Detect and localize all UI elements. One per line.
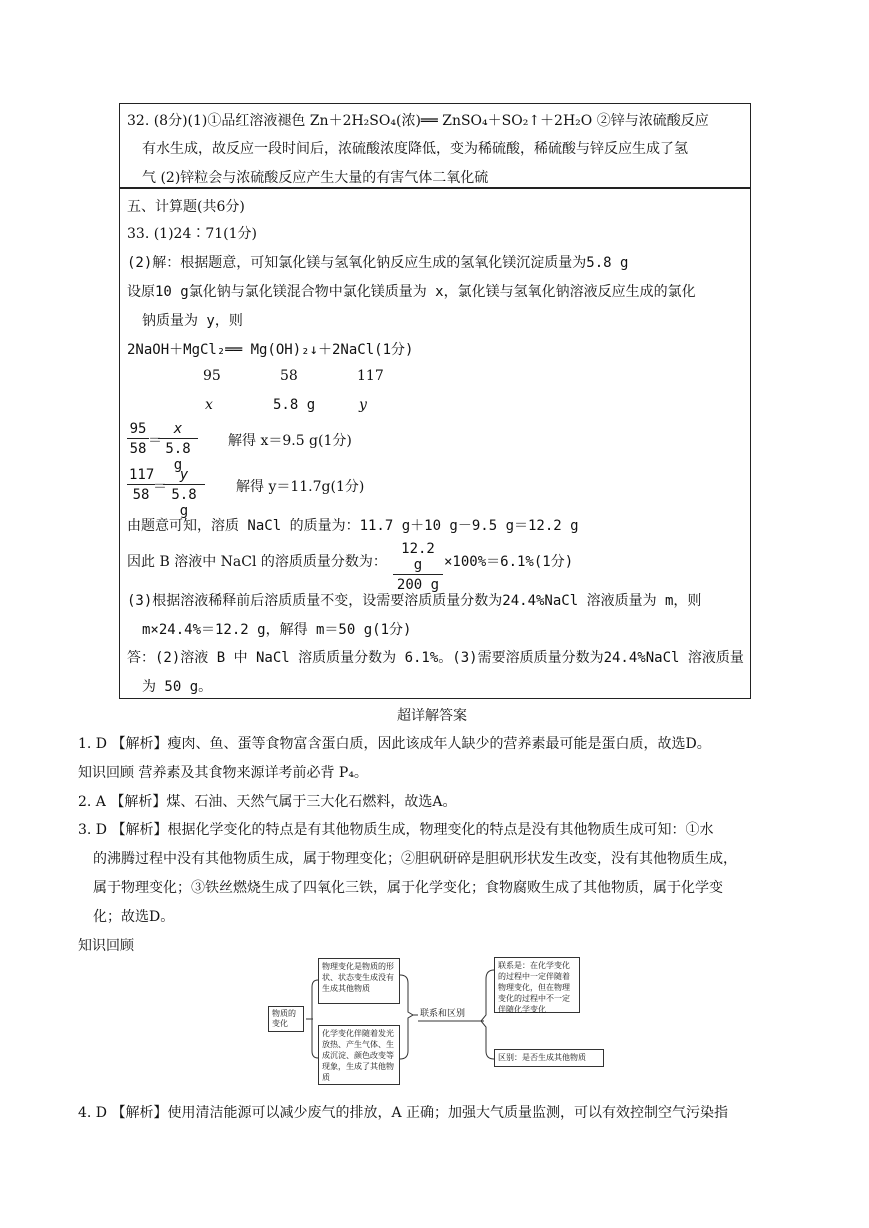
q32-line3: 气 (2)锌粒会与浓硫酸反应产生大量的有害气体二氧化硫	[142, 170, 489, 186]
answers-heading: 超详解答案	[397, 708, 467, 724]
molar-mass-nacl: 117	[357, 368, 384, 384]
q33-setup-line1: 设原10 g氯化钠与氯化镁混合物中氯化镁质量为 x，氯化镁与氢氧化钠溶液反应生成的氯化	[127, 284, 696, 300]
diagram-link-box: 联系是：在化学变化的过程中一定伴随着物理变化，但在物理变化的过程中不一定伴随化学变化	[494, 957, 580, 1013]
known-mass: 5.8 g	[273, 397, 316, 413]
q32-line2: 有水生成，故反应一段时间后，浓硫酸浓度降低，变为稀硫酸，稀硫酸与锌反应生成了氢	[142, 141, 688, 157]
mass-fraction-label: 因此 B 溶液中 NaCl 的溶质质量分数为：	[127, 554, 387, 570]
fraction-1-right-den: 5.8 g	[165, 441, 191, 473]
answer-3-line3: 属于物理变化；③铁丝燃烧生成了四氧化三铁，属于化学变化；食物腐败生成了其他物质，属于化学变	[93, 880, 723, 896]
chemical-equation: 2NaOH＋MgCl₂══ Mg(OH)₂↓＋2NaCl(1分)	[127, 342, 414, 358]
concept-diagram	[268, 955, 613, 1090]
molar-mass-mgoh2: 58	[280, 368, 298, 384]
fraction-1-right-num: x	[158, 421, 198, 439]
diagram-difference-box: 区别：是否生成其他物质	[494, 1049, 604, 1067]
molar-mass-naoh: 95	[203, 368, 221, 384]
var-y: y	[359, 397, 367, 413]
fraction-2-right-num: y	[163, 467, 205, 485]
answer-1-review: 知识回顾 营养素及其食物来源详考前必背 P₄。	[78, 765, 368, 781]
solution-y: 解得 y＝11.7g(1分)	[236, 479, 365, 495]
dilution-line1: (3)根据溶液稀释前后溶质质量不变，设需要溶质质量分数为24.4%NaCl 溶液质量为 m，则	[127, 593, 702, 609]
fraction-1-equals: ＝	[148, 433, 162, 449]
fraction-2-left-den: 58	[132, 487, 150, 503]
fraction-2-left-num: 117	[129, 467, 155, 483]
solution-x: 解得 x＝9.5 g(1分)	[228, 433, 352, 449]
mass-fraction	[393, 541, 443, 593]
mass-fraction-result: ×100%＝6.1%(1分)	[444, 554, 574, 570]
fraction-1-left-den: 58	[129, 441, 147, 457]
fraction-2-equals: ＝	[153, 479, 167, 495]
dilution-line2: m×24.4%＝12.2 g，解得 m＝50 g(1分)	[142, 622, 412, 638]
fraction-2-right	[163, 467, 205, 519]
answer-4: 4. D 【解析】使用清洁能源可以减少废气的排放，A 正确；加强大气质量监测，可以有效控制空气污染指	[78, 1105, 729, 1121]
mass-fraction-num: 12.2 g	[393, 541, 443, 575]
diagram-physical-change-box: 物理变化是物质的形状、状态变生成没有生成其他物质	[318, 958, 400, 1004]
fraction-2-right-den: 5.8 g	[171, 487, 197, 519]
answer-line1: 答：(2)溶液 B 中 NaCl 溶质质量分数为 6.1%。(3)需要溶质质量分数为24.4%NaCl 溶液质量	[127, 650, 744, 666]
diagram-middle-label: 联系和区别	[420, 1009, 466, 1019]
diagram-chemical-change-box: 化学变化伴随着发光放热、产生气体、生成沉淀、颜色改变等现象，生成了其他物质	[318, 1025, 400, 1085]
var-x: x	[205, 397, 213, 413]
answer-3-line4: 化；故选D。	[93, 909, 175, 925]
answer-3-line2: 的沸腾过程中没有其他物质生成，属于物理变化；②胆矾研碎是胆矾形状发生改变，没有其他物质生成，	[93, 851, 737, 867]
fraction-1-left	[127, 421, 149, 457]
answer-1: 1. D 【解析】瘦肉、鱼、蛋等食物富含蛋白质，因此该成年人缺少的营养素最可能是蛋白质，故选D。	[78, 736, 711, 752]
answer-2: 2. A 【解析】煤、石油、天然气属于三大化石燃料，故选A。	[78, 794, 457, 810]
q33-part1: 33. (1)24∶71(1分)	[127, 226, 258, 242]
q32-line1: 32. (8分)(1)①品红溶液褪色 Zn＋2H₂SO₄(浓)══ ZnSO₄＋SO₂↑＋2H₂O ②锌与浓硫酸反应	[127, 113, 709, 129]
fraction-1-right	[158, 421, 198, 473]
answer-3-review: 知识回顾	[78, 938, 134, 954]
fraction-1-left-num: 95	[127, 421, 149, 439]
mass-fraction-den: 200 g	[396, 577, 440, 593]
fraction-2-left	[127, 467, 155, 503]
answer-3-line1: 3. D 【解析】根据化学变化的特点是有其他物质生成，物理变化的特点是没有其他物质生成可知：①水	[78, 822, 714, 838]
diagram-root-box: 物质的变化	[268, 1006, 304, 1032]
nacl-mass-line: 由题意可知，溶质 NaCl 的质量为：11.7 g＋10 g－9.5 g＝12.2 g	[127, 518, 579, 534]
q33-setup-line2: 钠质量为 y，则	[142, 313, 243, 329]
answer-line2: 为 50 g。	[142, 679, 213, 695]
section-heading: 五、计算题(共6分)	[127, 199, 245, 215]
q33-part2: (2)解：根据题意，可知氯化镁与氢氧化钠反应生成的氢氧化镁沉淀质量为5.8 g	[127, 255, 629, 271]
